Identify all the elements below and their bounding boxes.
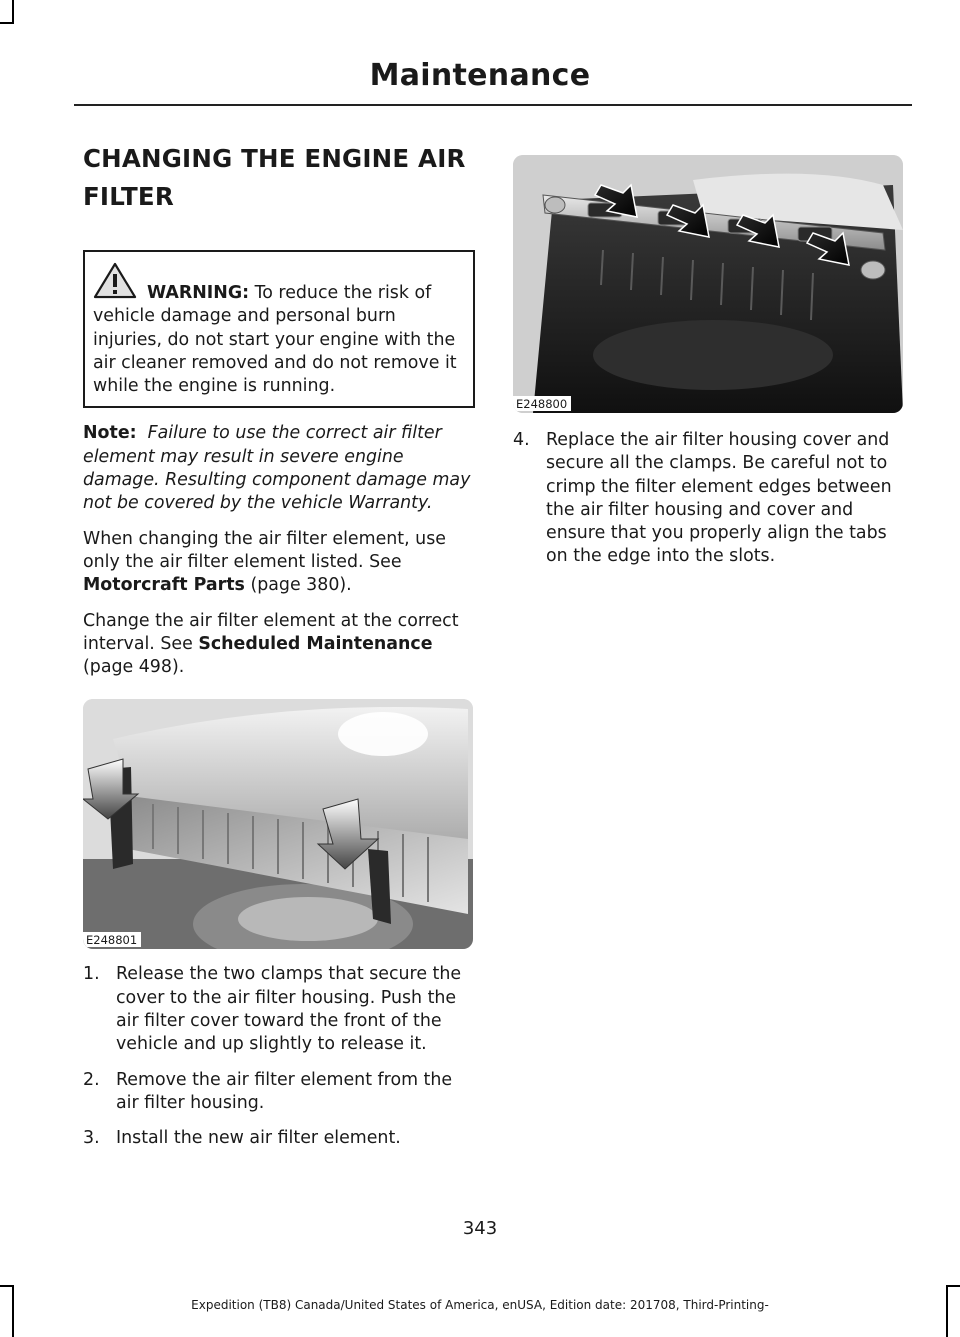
- right-column: [513, 155, 913, 569]
- figure-air-filter-clamps: [83, 699, 473, 949]
- note: [83, 422, 475, 515]
- crop-mark-top-left-h: [0, 22, 14, 24]
- paragraph1-text: When changing the air filter element, use only the air filter element listed. See: [83, 528, 446, 572]
- crop-mark-bottom-right-h: [946, 1285, 960, 1287]
- paragraph-filter-element: [83, 528, 475, 598]
- step-text: Release the two clamps that secure the cover to the air filter housing. Push the air filter cover toward the front of the vehicle and up slightly to release it.: [116, 964, 462, 1055]
- step-item: [83, 963, 475, 1056]
- section-header-title: Maintenance: [369, 58, 591, 93]
- step-item: [513, 429, 913, 569]
- steps-list-left: [83, 963, 475, 1150]
- figure-left-label: E248801: [83, 932, 141, 947]
- step-item: [83, 1069, 475, 1116]
- warning-text: To reduce the risk of vehicle damage and personal burn injuries, do not start your engine with the air cleaner removed and do not remove it while the engine is running.: [93, 283, 457, 397]
- crop-mark-top-left-v: [12, 0, 14, 24]
- step-item: [83, 1127, 475, 1150]
- crop-mark-bottom-left-h: [0, 1285, 14, 1287]
- scheduled-maintenance-link[interactable]: Scheduled Maintenance: [198, 633, 433, 654]
- warning-triangle-icon: [93, 262, 137, 300]
- paragraph1-page-ref: (page 380).: [250, 575, 352, 596]
- steps-list-right: [513, 429, 913, 569]
- figure-right-label: E248800: [513, 396, 571, 411]
- warning-label: WARNING:: [147, 283, 250, 303]
- air-filter-housing-illustration: [83, 699, 473, 949]
- motorcraft-parts-link[interactable]: Motorcraft Parts: [83, 575, 245, 596]
- paragraph2-page-ref: (page 498).: [83, 657, 185, 678]
- step-number: 2.: [83, 1069, 100, 1090]
- header-divider: [74, 104, 912, 106]
- page-number: 343: [462, 1218, 498, 1239]
- footer-edition-info: Expedition (TB8) Canada/United States of America, enUSA, Edition date: 201708, Third-Printing-: [191, 1298, 769, 1312]
- paragraph2-text: Change the air filter element at the correct interval. See: [83, 610, 459, 654]
- step-number: 4.: [513, 430, 530, 450]
- step-text: Install the new air filter element.: [116, 1128, 401, 1149]
- left-column: [83, 140, 475, 1151]
- page-heading: CHANGING THE ENGINE AIR FILTER: [83, 144, 466, 211]
- paragraph-interval: [83, 610, 475, 680]
- figure-cover-tabs: [513, 155, 903, 413]
- step-text: Replace the air filter housing cover and secure all the clamps. Be careful not to crimp the filter element edges between the air filter housing and cover and ensure that you properly align the tabs on the edge into the slots.: [546, 430, 892, 567]
- step-number: 1.: [83, 964, 100, 985]
- air-filter-cover-illustration: [513, 155, 903, 413]
- step-text: Remove the air filter element from the air filter housing.: [116, 1069, 453, 1113]
- step-number: 3.: [83, 1128, 100, 1149]
- warning-box: [83, 250, 475, 408]
- note-label: Note:: [83, 423, 137, 444]
- note-text: Failure to use the correct air filter element may result in severe engine damage. Resulting component damage may not be covered by the vehicle Warranty.: [83, 423, 471, 514]
